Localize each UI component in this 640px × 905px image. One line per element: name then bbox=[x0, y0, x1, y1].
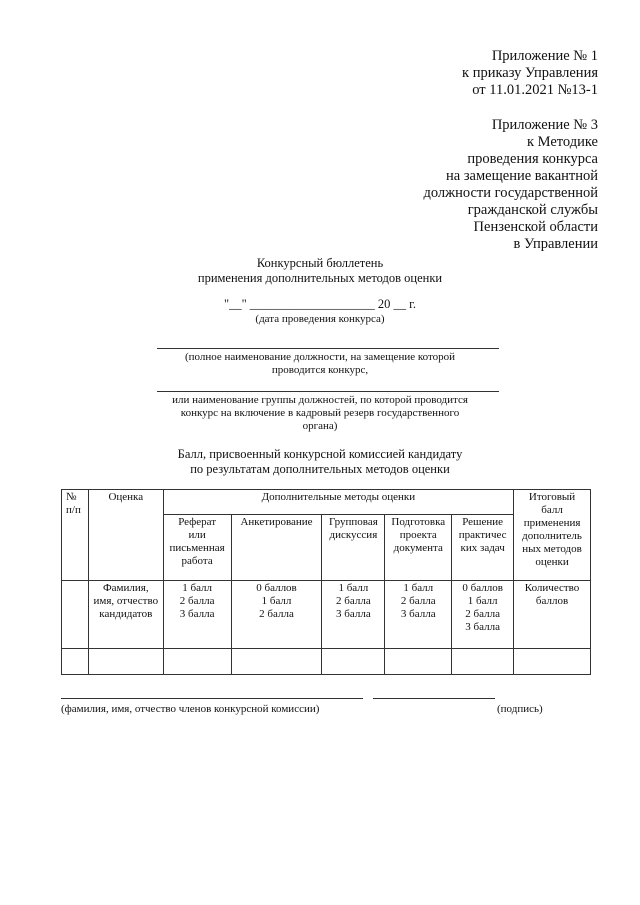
score-title-line: Балл, присвоенный конкурсной комиссией кандидату bbox=[177, 447, 463, 461]
cell-blank bbox=[452, 649, 514, 675]
appendix-3-line: Пензенской области bbox=[473, 219, 598, 235]
caption-line: конкурс на включение в кадровый резерв государственного bbox=[180, 407, 460, 419]
method-essay: Реферат или письменная работа bbox=[163, 515, 231, 581]
table-row bbox=[62, 581, 591, 649]
evaluation-table bbox=[61, 489, 591, 675]
position-group-caption bbox=[0, 394, 640, 433]
caption-line: проводится конкурс, bbox=[271, 364, 369, 376]
appendix-3-block bbox=[423, 117, 598, 253]
appendix-3-line: гражданской службы bbox=[467, 202, 598, 218]
position-group-rule bbox=[157, 391, 499, 392]
contest-date-line: "__" ____________________ 20 __ г. bbox=[223, 297, 417, 311]
cell-blank bbox=[231, 649, 322, 675]
signature-caption: (подпись) bbox=[497, 703, 543, 715]
contest-date-caption: (дата проведения конкурса) bbox=[255, 313, 385, 325]
appendix-1-block bbox=[462, 48, 598, 99]
table-header-row bbox=[62, 490, 591, 515]
cell-blank bbox=[163, 649, 231, 675]
cell-discussion-scores: 1 балл 2 балла 3 балла bbox=[322, 581, 385, 649]
appendix-1-line: к приказу Управления bbox=[462, 65, 598, 81]
score-title-line: по результатам дополнительных методов оценки bbox=[190, 462, 450, 476]
cell-blank bbox=[88, 649, 163, 675]
method-document-draft: Подготовка проекта документа bbox=[385, 515, 452, 581]
caption-line: или наименование группы должностей, по которой проводится bbox=[172, 394, 468, 406]
cell-total-count: Количество баллов bbox=[514, 581, 591, 649]
cell-document-scores: 1 балл 2 балла 3 балла bbox=[385, 581, 452, 649]
bulletin-title bbox=[0, 256, 640, 286]
cell-candidate-names: Фамилия, имя, отчество кандидатов bbox=[88, 581, 163, 649]
commission-names-caption: (фамилия, имя, отчество членов конкурсной комиссии) bbox=[61, 703, 320, 715]
cell-blank bbox=[322, 649, 385, 675]
caption-line: (полное наименование должности, на замещение которой bbox=[184, 351, 456, 363]
commission-names-rule bbox=[61, 698, 363, 699]
cell-essay-scores: 1 балл 2 балла 3 балла bbox=[163, 581, 231, 649]
cell-blank bbox=[62, 649, 89, 675]
appendix-3-line: на замещение вакантной bbox=[446, 168, 598, 184]
bulletin-title-line: применения дополнительных методов оценки bbox=[197, 271, 443, 285]
method-practical-tasks: Решение практичес ких задач bbox=[452, 515, 514, 581]
appendix-3-line: проведения конкурса bbox=[467, 151, 598, 167]
header-evaluation: Оценка bbox=[88, 490, 163, 581]
method-group-discussion: Групповая дискуссия bbox=[322, 515, 385, 581]
appendix-3-line: Приложение № 3 bbox=[491, 117, 598, 133]
header-total-score: Итоговый балл применения дополнитель ных методов оценки bbox=[514, 490, 591, 581]
cell-practical-scores: 0 баллов 1 балл 2 балла 3 балла bbox=[452, 581, 514, 649]
cell-questionnaire-scores: 0 баллов 1 балл 2 балла bbox=[231, 581, 322, 649]
caption-line: органа) bbox=[302, 420, 338, 432]
position-name-caption bbox=[0, 351, 640, 377]
appendix-3-line: в Управлении bbox=[513, 236, 598, 252]
table-row bbox=[62, 649, 591, 675]
appendix-3-line: должности государственной bbox=[423, 185, 598, 201]
position-name-rule bbox=[157, 348, 499, 349]
header-additional-methods: Дополнительные методы оценки bbox=[163, 490, 513, 515]
appendix-1-line: Приложение № 1 bbox=[491, 48, 598, 64]
signature-rule bbox=[373, 698, 495, 699]
score-title bbox=[0, 447, 640, 477]
header-number: № п/п bbox=[62, 490, 89, 581]
cell-empty bbox=[62, 581, 89, 649]
cell-blank bbox=[514, 649, 591, 675]
appendix-3-line: к Методике bbox=[526, 134, 598, 150]
bulletin-title-line: Конкурсный бюллетень bbox=[256, 256, 384, 270]
method-questionnaire: Анкетирование bbox=[231, 515, 322, 581]
cell-blank bbox=[385, 649, 452, 675]
appendix-1-line: от 11.01.2021 №13-1 bbox=[472, 82, 598, 98]
